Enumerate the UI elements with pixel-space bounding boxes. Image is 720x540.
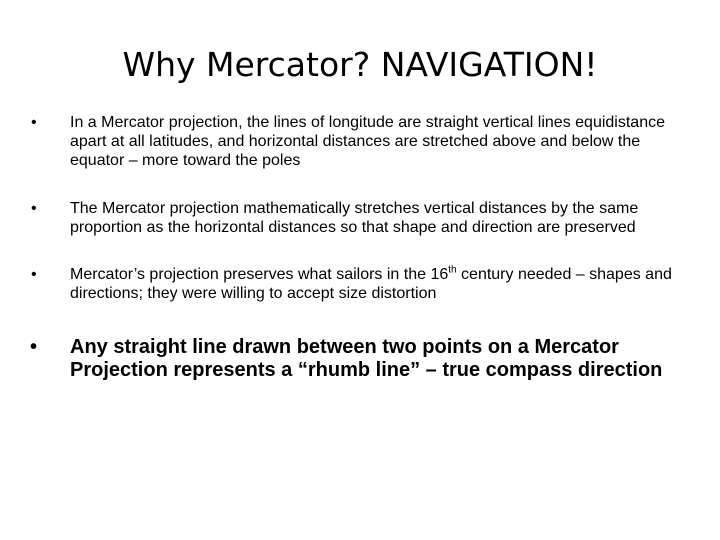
- bullet-marker: •: [31, 114, 37, 131]
- bullet-item-sailors: [28, 265, 678, 303]
- bullet-text: [70, 266, 672, 302]
- bullet-text-before: Mercator’s projection preserves what sailors in the 16: [70, 266, 449, 283]
- bullet-marker: •: [30, 336, 38, 358]
- bullet-marker: •: [31, 266, 37, 283]
- bullet-item-stretching: [28, 199, 678, 237]
- bullet-text: The Mercator projection mathematically stretches vertical distances by the same proportion as the horizontal distances so that shape and direction are preserved: [70, 200, 639, 236]
- bullet-list: [28, 113, 678, 382]
- ordinal-suffix: th: [448, 264, 457, 276]
- slide-title: Why Mercator? NAVIGATION!: [122, 45, 598, 84]
- bullet-text: In a Mercator projection, the lines of longitude are straight vertical lines equidistance apart at all latitudes, and horizontal distances are stretched above and below the equator – more toward the poles: [70, 114, 665, 169]
- bullet-marker: •: [31, 200, 37, 217]
- bullet-text-after: century needed – shapes and directions; they were willing to accept size distortion: [70, 266, 672, 302]
- bullet-item-rhumb-line: [28, 336, 678, 382]
- bullet-text: Any straight line drawn between two points on a Mercator Projection represents a “rhumb line” – true compass direction: [70, 336, 663, 381]
- bullet-item-longitude: [28, 113, 678, 170]
